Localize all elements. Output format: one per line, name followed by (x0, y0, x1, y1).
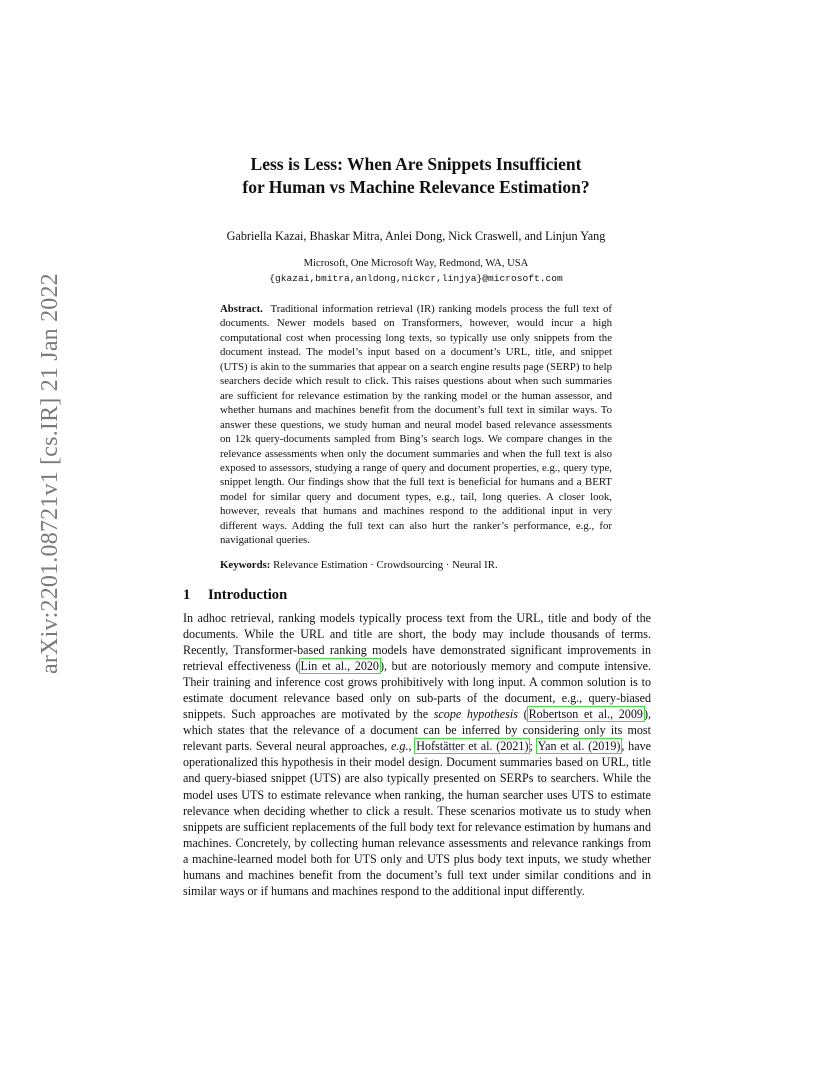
arxiv-identifier-text: arXiv:2201.08721v1 [cs.IR] 21 Jan 2022 (37, 273, 63, 674)
introduction-body (183, 610, 651, 899)
section-title: Introduction (208, 587, 288, 603)
intro-text-1: In adhoc retrieval, ranking models typically process text from the URL, title and body of the documents. While the URL and title are short, the body may include thousands of terms. Recently, Transformer-based ranking models have demonstrated significant improvements in retrieval effectiveness ( (183, 611, 651, 674)
intro-text-5: , (408, 739, 416, 754)
section-heading-introduction (183, 586, 287, 604)
intro-text-2: ), but are notoriously memory and compute intensive. Their training and inference cost grows prohibitively with long input. A common solution is to estimate document relevance based only on sub-parts of the document, e.g., query-biased snippets. Such approaches are motivated by the (183, 659, 652, 722)
author-emails: {gkazai,bmitra,anldong,nickcr,linjya}@microsoft.com (269, 273, 563, 284)
citation-link-hofstatter-2021[interactable]: Hofstätter et al. (2021) (416, 739, 529, 754)
citation-link-yan-2019[interactable]: Yan et al. (2019) (537, 739, 621, 754)
citation-link-robertson-2009[interactable]: Robertson et al., 2009 (528, 707, 643, 722)
keywords-text: Relevance Estimation · Crowdsourcing · Neural IR. (273, 559, 498, 571)
author-list: Gabriella Kazai, Bhaskar Mitra, Anlei Dong, Nick Craswell, and Linjun Yang (226, 229, 606, 243)
intro-text-7: , have operationalized this hypothesis in their model design. Document summaries based on URL, title and query-biased snippet (UTS) are also typically presented on SERPs to searchers. While the model uses UTS to estimate relevance when ranking, the human searcher uses UTS to estimate relevance when deciding whether to click a result. These scenarios motivate us to study when snippets are sufficient replacements of the full body text for relevance estimation by humans and machines. Concretely, by collecting human relevance assessments and relevance rankings from a machine-learned model both for UTS only and UTS plus body text inputs, we study whether humans and machines benefit from the document’s full text under similar conditions and in similar ways or if humans and machines respond to the additional input differently. (183, 739, 651, 898)
affiliation-block (183, 256, 649, 286)
title-line-1: Less is Less: When Are Snippets Insufficient (250, 154, 582, 174)
title-line-2: for Human vs Machine Relevance Estimation? (242, 177, 590, 197)
eg-abbrev: e.g. (391, 739, 409, 754)
paper-title (183, 153, 649, 199)
introduction-paragraph (183, 610, 651, 899)
intro-text-4: ), which states that the relevance of a document can be inferred by considering only its most relevant parts. Several neural approaches, (183, 707, 651, 754)
abstract-label: Abstract. (220, 303, 263, 315)
abstract-text: Traditional information retrieval (IR) ranking models process the full text of documents. Newer models based on Transformers, however, would incur a high computational cost when processing long texts, so typically use only snippets from the document instead. The model’s input based on a document’s URL, title, and snippet (UTS) is akin to the summaries that appear on a search engine results page (SERP) to help searchers decide which result to click. This raises questions about when such summaries are sufficient for relevance estimation by the ranking model or the human assessor, and whether humans and machines benefit from the document’s full text in similar ways. To answer these questions, we study human and neural model based relevance assessments on 12k query-documents sampled from Bing’s search logs. We compare changes in the relevance assessments when only the document summaries and when the full text is also exposed to assessors, studying a range of query and document properties, e.g., query type, snippet length. Our findings show that the full text is beneficial for humans and a BERT model for similar query and document types, e.g., tail, long queries. A closer look, however, reveals that humans and machines respond to the additional input in very different ways. Adding the full text can also hurt the ranker’s performance, e.g., for navigational queries. (220, 303, 612, 547)
intro-text-3: ( (517, 707, 528, 722)
intro-text-6: ; (529, 739, 537, 754)
section-number: 1 (183, 587, 191, 603)
keywords (220, 558, 612, 572)
affiliation-text: Microsoft, One Microsoft Way, Redmond, WA, USA (303, 258, 529, 269)
citation-link-lin-2020[interactable]: Lin et al., 2020 (300, 659, 379, 674)
keywords-label: Keywords: (220, 559, 271, 571)
abstract (220, 302, 612, 548)
scope-hypothesis-term: scope hypothesis (433, 707, 518, 722)
